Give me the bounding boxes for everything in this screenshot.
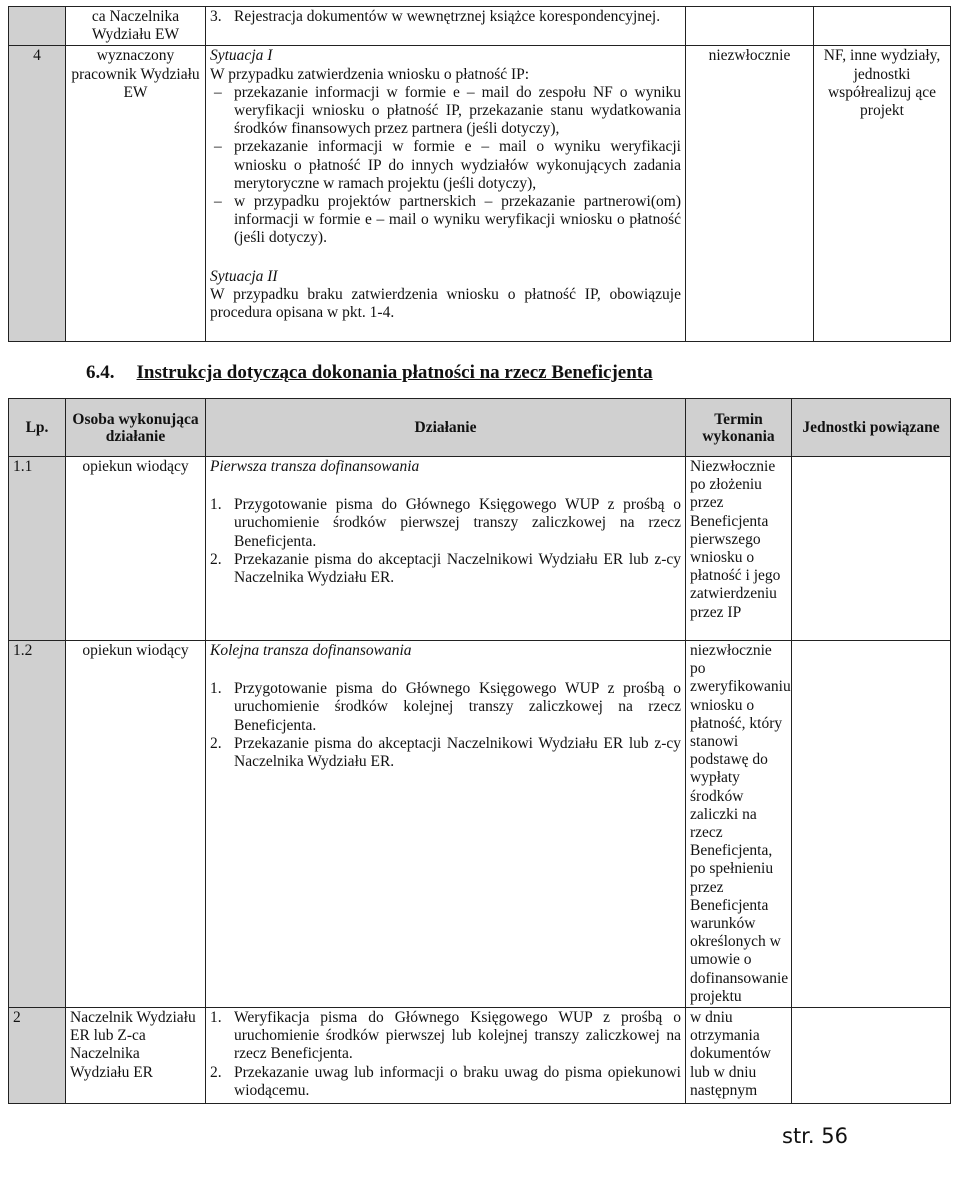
list-item: 2. Przekazanie uwag lub informacji o braku uwag do pisma opiekunowi wiodącemu. — [210, 1063, 681, 1099]
situation-intro: W przypadku zatwierdzenia wniosku o płatność IP: — [210, 65, 530, 83]
table-row — [9, 46, 951, 342]
list-item: – przekazanie informacji w formie e – mail o wyniku weryfikacji wniosku o płatność IP do innych wydziałów wykonujących zadania merytoryczne w ramach projektu (jeśli dotyczy), — [210, 138, 681, 193]
page-number: str. 56 — [782, 1124, 848, 1148]
header-units: Jednostki powiązane — [792, 399, 951, 457]
action-cell — [206, 457, 686, 641]
list-item: – przekazanie informacji w formie e – mail do zespołu NF o wyniku weryfikacji wniosku o płatność IP, przekazanie stanu wydatkowania środków finansowych przez partnera (jeśli dotyczy), — [210, 84, 681, 139]
person-cell: Naczelnik Wydziału ER lub Z-ca Naczelnika Wydziału ER — [66, 1008, 206, 1104]
section-heading — [86, 362, 653, 384]
procedure-table-continued — [8, 6, 951, 342]
list-item: – w przypadku projektów partnerskich – przekazanie partnerowi(om) informacji w formie e – mail o wyniku weryfikacji wniosku o płatność (jeśli dotyczy). — [210, 193, 681, 248]
deadline-cell: Niezwłocznie po złożeniu przez Beneficjenta pierwszego wniosku o płatność i jego zatwierdzeniu przez IP — [686, 457, 792, 641]
header-action: Działanie — [206, 399, 686, 457]
bullet-list — [210, 84, 681, 248]
action-cell: 3. Rejestracja dokumentów w wewnętrznej książce korespondencyjnej. — [206, 7, 686, 46]
header-person: Osoba wykonująca działanie — [66, 399, 206, 457]
situation-title: Sytuacja II — [210, 267, 278, 285]
list-item: 1. Weryfikacja pisma do Głównego Księgowego WUP z prośbą o uruchomienie środków pierwszej lub kolejnej transzy zaliczkowej na rzecz Beneficjenta. — [210, 1009, 681, 1063]
row-number: 4 — [9, 46, 66, 342]
list-item: 2. Przekazanie pisma do akceptacji Naczelnikowi Wydziału ER lub z-cy Naczelnika Wydziału ER. — [210, 734, 681, 771]
action-title: Pierwsza transza dofinansowania — [210, 458, 420, 475]
person-cell: ca Naczelnika Wydziału EW — [66, 7, 206, 46]
action-cell — [206, 641, 686, 1008]
units-cell — [792, 641, 951, 1008]
list-item: 1. Przygotowanie pisma do Głównego Księgowego WUP z prośbą o uruchomienie środków kolejnej transzy zaliczkowej na rzecz Beneficjenta. — [210, 680, 681, 734]
action-cell — [206, 46, 686, 342]
steps-list — [210, 496, 681, 587]
table-row — [9, 1008, 951, 1104]
table-header-row — [9, 399, 951, 457]
steps-list — [210, 680, 681, 771]
units-cell: NF, inne wydziały, jednostki współrealizuj ące projekt — [814, 46, 951, 342]
units-cell — [792, 457, 951, 641]
action-title: Kolejna transza dofinansowania — [210, 642, 412, 659]
list-item: 2. Przekazanie pisma do akceptacji Naczelnikowi Wydziału ER lub z-cy Naczelnika Wydziału ER. — [210, 550, 681, 587]
header-deadline: Termin wykonania — [686, 399, 792, 457]
person-cell: wyznaczony pracownik Wydziału EW — [66, 46, 206, 342]
action-cell — [206, 1008, 686, 1104]
deadline-cell: niezwłocznie po zweryfikowaniu wniosku o płatność, który stanowi podstawę do wypłaty środków zaliczki na rzecz Beneficjenta, po spełnieniu przez Beneficjenta warunków określonych w umowie o dofinansowanie projektu — [686, 641, 792, 1008]
deadline-cell: niezwłocznie — [686, 46, 814, 342]
header-lp: Lp. — [9, 399, 66, 457]
row-number: 1.2 — [9, 641, 66, 1008]
payment-instruction-table — [8, 398, 951, 1104]
section-title: Instrukcja dotycząca dokonania płatności na rzecz Beneficjenta — [136, 362, 653, 383]
table-row — [9, 641, 951, 1008]
table-row — [9, 7, 951, 46]
deadline-cell: w dniu otrzymania dokumentów lub w dniu następnym — [686, 1008, 792, 1104]
units-cell — [792, 1008, 951, 1104]
section-number: 6.4. — [86, 362, 115, 383]
table-row — [9, 457, 951, 641]
row-number: 1.1 — [9, 457, 66, 641]
list-item: 1. Przygotowanie pisma do Głównego Księgowego WUP z prośbą o uruchomienie środków pierwszej transzy zaliczkowej na rzecz Beneficjenta. — [210, 496, 681, 550]
person-cell: opiekun wiodący — [66, 641, 206, 1008]
row-number: 2 — [9, 1008, 66, 1104]
situation-title: Sytuacja I — [210, 47, 273, 65]
steps-list — [210, 1009, 681, 1100]
person-cell: opiekun wiodący — [66, 457, 206, 641]
situation-text: W przypadku braku zatwierdzenia wniosku o płatność IP, obowiązuje procedura opisana w pkt. 1-4. — [210, 285, 681, 322]
